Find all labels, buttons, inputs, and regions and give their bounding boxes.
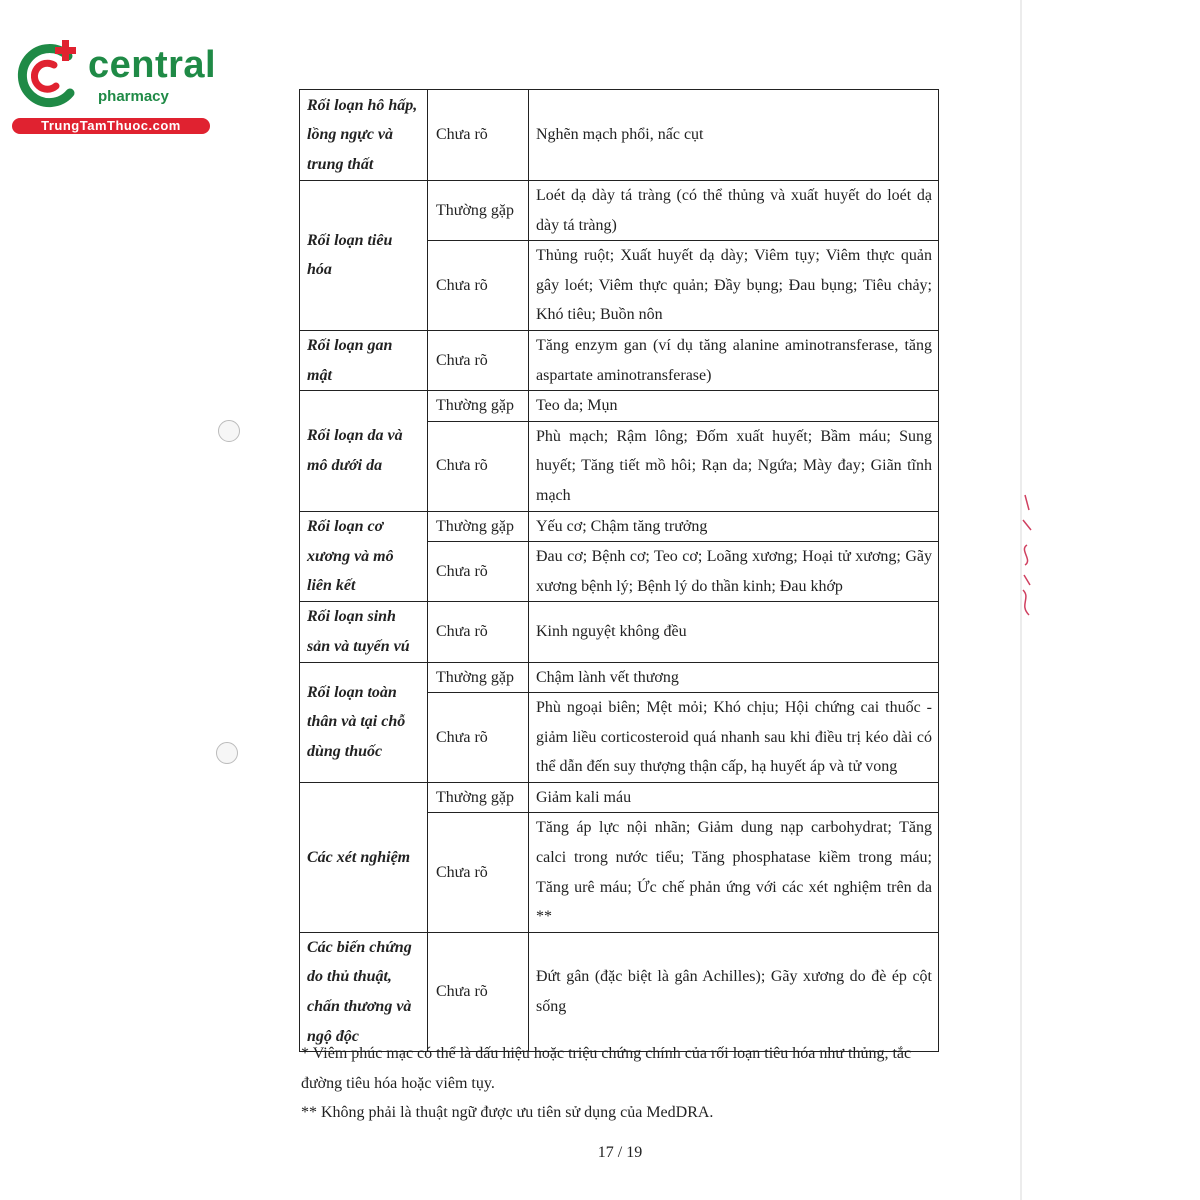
footnote-1: * Viêm phúc mạc có thể là dấu hiệu hoặc triệu chứng chính của rối loạn tiêu hóa như thủng, tắc đường tiêu hóa hoặc viêm tụy. — [301, 1045, 912, 1092]
table-row — [300, 662, 939, 693]
handwritten-signature-icon — [1005, 490, 1045, 620]
frequency-cell: Thường gặp — [428, 511, 529, 542]
adverse-effect-cell: Tăng áp lực nội nhãn; Giảm dung nạp carbohydrat; Tăng calci trong nước tiểu; Tăng phosphatase kiềm trong máu; Tăng urê máu; Ức chế phản ứng với các xét nghiệm trên da ** — [529, 813, 939, 932]
adverse-effect-cell: Tăng enzym gan (ví dụ tăng alanine aminotransferase, tăng aspartate aminotransferase) — [529, 330, 939, 390]
frequency-cell: Thường gặp — [428, 662, 529, 693]
system-organ-class-cell: Các biến chứng do thủ thuật, chấn thương và ngộ độc — [300, 932, 428, 1051]
logo-site-band: TrungTamThuoc.com — [12, 118, 210, 134]
frequency-cell: Thường gặp — [428, 181, 529, 241]
frequency-cell: Thường gặp — [428, 391, 529, 422]
adverse-effect-cell: Yếu cơ; Chậm tăng trưởng — [529, 511, 939, 542]
punch-hole-icon — [218, 420, 240, 442]
table-row — [300, 391, 939, 422]
frequency-cell: Thường gặp — [428, 782, 529, 813]
adverse-effect-cell: Nghẽn mạch phổi, nấc cụt — [529, 90, 939, 181]
frequency-cell: Chưa rõ — [428, 241, 529, 331]
adverse-effects-table — [299, 89, 939, 1052]
logo-mark-icon — [10, 38, 86, 114]
system-organ-class-cell: Rối loạn sinh sản và tuyến vú — [300, 602, 428, 662]
frequency-cell: Chưa rõ — [428, 932, 529, 1051]
adverse-effect-cell: Đứt gân (đặc biệt là gân Achilles); Gãy xương do đè ép cột sống — [529, 932, 939, 1051]
frequency-cell: Chưa rõ — [428, 693, 529, 783]
frequency-cell: Chưa rõ — [428, 330, 529, 390]
table-row — [300, 511, 939, 542]
adverse-effect-cell: Loét dạ dày tá tràng (có thể thủng và xuất huyết do loét dạ dày tá tràng) — [529, 181, 939, 241]
system-organ-class-cell: Rối loạn tiêu hóa — [300, 181, 428, 331]
system-organ-class-cell: Rối loạn toàn thân và tại chỗ dùng thuốc — [300, 662, 428, 782]
system-organ-class-cell: Các xét nghiệm — [300, 782, 428, 932]
adverse-effect-cell: Phù mạch; Rậm lông; Đốm xuất huyết; Bầm máu; Sung huyết; Tăng tiết mồ hôi; Rạn da; Ngứa; Mày đay; Giãn tĩnh mạch — [529, 421, 939, 511]
adverse-effect-cell: Kinh nguyệt không đều — [529, 602, 939, 662]
punch-hole-icon — [216, 742, 238, 764]
system-organ-class-cell: Rối loạn da và mô dưới da — [300, 391, 428, 511]
table-row — [300, 782, 939, 813]
table-row — [300, 90, 939, 181]
central-pharmacy-logo — [10, 38, 215, 138]
frequency-cell: Chưa rõ — [428, 421, 529, 511]
system-organ-class-cell: Rối loạn gan mật — [300, 330, 428, 390]
logo-brand-text: central — [88, 44, 217, 86]
footnote-2: ** Không phải là thuật ngữ được ưu tiên sử dụng của MedDRA. — [301, 1104, 714, 1121]
footnotes — [301, 1039, 942, 1128]
frequency-cell: Chưa rõ — [428, 813, 529, 932]
adverse-effect-cell: Đau cơ; Bệnh cơ; Teo cơ; Loãng xương; Hoại tử xương; Gãy xương bệnh lý; Bệnh lý do thần kinh; Đau khớp — [529, 542, 939, 602]
adverse-effect-cell: Giảm kali máu — [529, 782, 939, 813]
frequency-cell: Chưa rõ — [428, 602, 529, 662]
adverse-effect-cell: Phù ngoại biên; Mệt mỏi; Khó chịu; Hội chứng cai thuốc - giảm liều corticosteroid quá nhanh sau khi điều trị kéo dài có thể dẫn đến suy thượng thận cấp, hạ huyết áp và tử vong — [529, 693, 939, 783]
frequency-cell: Chưa rõ — [428, 90, 529, 181]
table-row — [300, 181, 939, 241]
frequency-cell: Chưa rõ — [428, 542, 529, 602]
system-organ-class-cell: Rối loạn cơ xương và mô liên kết — [300, 511, 428, 602]
adverse-effect-cell: Teo da; Mụn — [529, 391, 939, 422]
table-row — [300, 932, 939, 1051]
adverse-effect-cell: Chậm lành vết thương — [529, 662, 939, 693]
table-row — [300, 602, 939, 662]
logo-sub-text: pharmacy — [98, 88, 169, 105]
page-number: 17 / 19 — [597, 1144, 643, 1161]
table-row — [300, 330, 939, 390]
adverse-effect-cell: Thủng ruột; Xuất huyết dạ dày; Viêm tụy; Viêm thực quản gây loét; Viêm thực quản; Đầy bụng; Đau bụng; Tiêu chảy; Khó tiêu; Buồn nôn — [529, 241, 939, 331]
system-organ-class-cell: Rối loạn hô hấp, lồng ngực và trung thất — [300, 90, 428, 181]
